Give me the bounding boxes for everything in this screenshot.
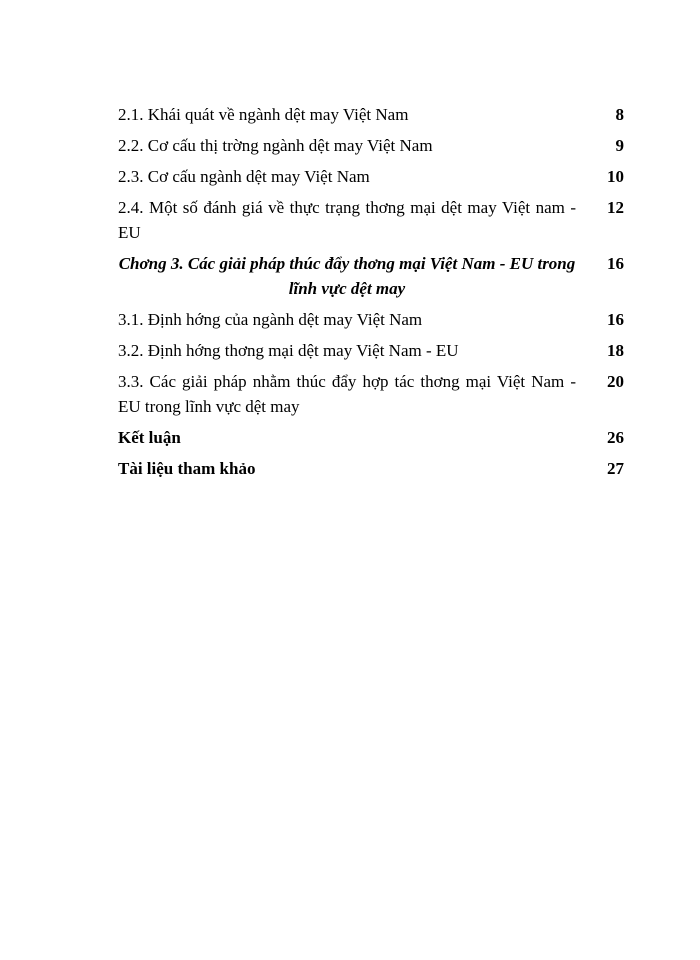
toc-entry-title: 2.4. Một số đánh giá về thực trạng thơng mại dệt may Việt nam - EU <box>118 198 576 242</box>
toc-entry-page: 8 <box>615 105 624 124</box>
toc-entry-title: 2.1. Khái quát về ngành dệt may Việt Nam <box>118 105 409 124</box>
toc-entry-title: Kết luận <box>118 428 181 447</box>
toc-entry[interactable] <box>118 164 630 189</box>
toc-entry-page: 20 <box>607 372 624 391</box>
toc-chapter-title: Chơng 3. Các giải pháp thúc đẩy thơng mại Việt Nam - EU trong lĩnh vực dệt may <box>118 254 576 298</box>
toc-entry-page: 16 <box>607 254 624 273</box>
toc-entry-title: 2.2. Cơ cấu thị trờng ngành dệt may Việt Nam <box>118 136 433 155</box>
toc-entry-title: 3.2. Định hớng thơng mại dệt may Việt Nam - EU <box>118 341 459 360</box>
toc-entry[interactable] <box>118 195 630 245</box>
table-of-contents <box>118 102 630 481</box>
toc-chapter-entry[interactable] <box>118 251 630 301</box>
toc-entry-page: 9 <box>615 136 624 155</box>
toc-entry[interactable] <box>118 369 630 419</box>
toc-entry-page: 27 <box>607 459 624 478</box>
toc-entry-page: 10 <box>607 167 624 186</box>
toc-entry-title: 3.3. Các giải pháp nhằm thúc đẩy hợp tác thơng mại Việt Nam - EU trong lĩnh vực dệt may <box>118 372 576 416</box>
toc-entry-page: 18 <box>607 341 624 360</box>
toc-references-entry[interactable] <box>118 456 630 481</box>
toc-entry[interactable] <box>118 102 630 127</box>
toc-entry-title: 3.1. Định hớng của ngành dệt may Việt Nam <box>118 310 423 329</box>
toc-entry[interactable] <box>118 338 630 363</box>
toc-entry-page: 26 <box>607 428 624 447</box>
toc-entry-page: 16 <box>607 310 624 329</box>
toc-entry-title: 2.3. Cơ cấu ngành dệt may Việt Nam <box>118 167 370 186</box>
toc-entry-title: Tài liệu tham khảo <box>118 459 256 478</box>
toc-entry-page: 12 <box>607 198 624 217</box>
toc-conclusion-entry[interactable] <box>118 425 630 450</box>
toc-entry[interactable] <box>118 307 630 332</box>
toc-entry[interactable] <box>118 133 630 158</box>
